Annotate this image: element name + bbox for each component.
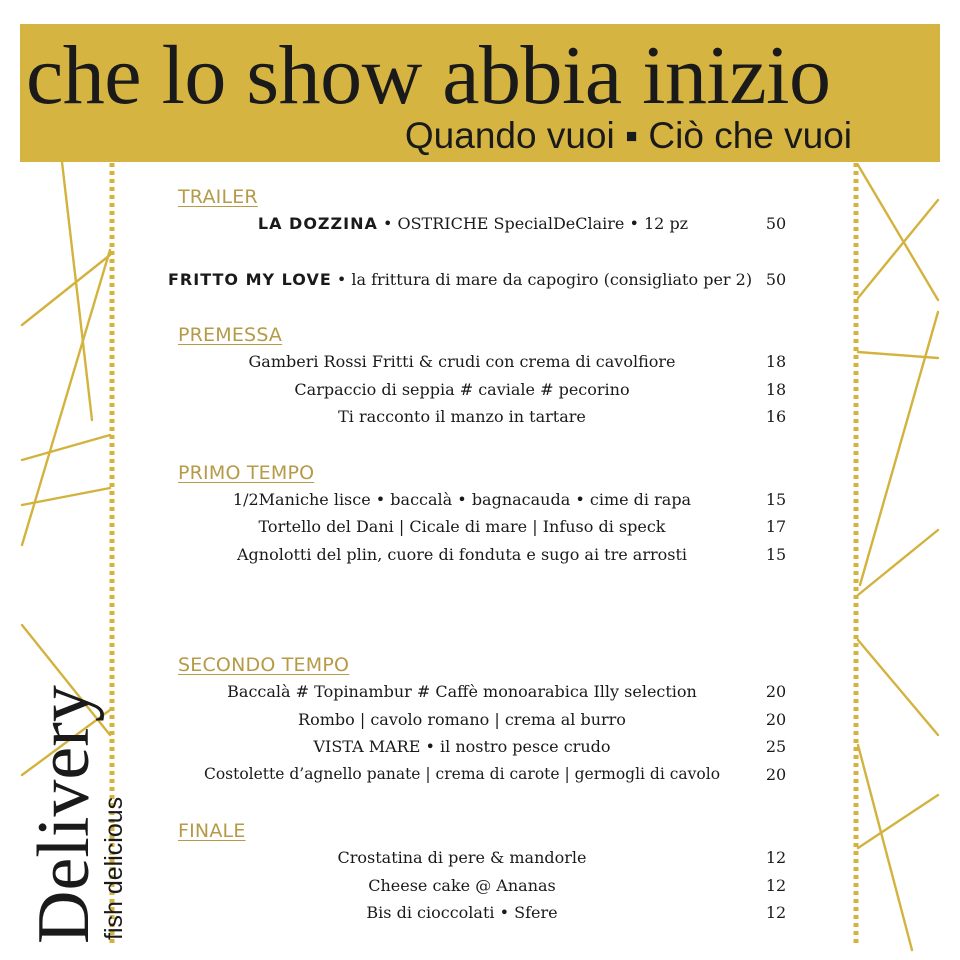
item-description: Agnolotti del plin, cuore di fonduta e sugo ai tre arrosti bbox=[236, 544, 688, 564]
item-price: 16 bbox=[765, 407, 787, 426]
item-description: Crostatina di pere & mandorle bbox=[337, 848, 587, 867]
section-title: PRIMO TEMPO bbox=[178, 461, 315, 484]
item-price: 50 bbox=[765, 214, 787, 233]
menu-item bbox=[168, 486, 798, 514]
section-trailer bbox=[168, 184, 798, 293]
item-detail: • OSTRICHE SpecialDeClaire • 12 pz bbox=[377, 214, 689, 233]
item-price: 12 bbox=[765, 848, 787, 867]
section-secondo-tempo bbox=[168, 652, 798, 788]
menu-item bbox=[168, 872, 798, 900]
brand-word: Delivery bbox=[23, 685, 105, 944]
item-detail: • la frittura di mare da capogiro (consigliato per 2) bbox=[331, 269, 753, 289]
item-description: Bis di cioccolati • Sfere bbox=[366, 903, 558, 922]
header-banner bbox=[20, 24, 940, 162]
section-finale bbox=[168, 818, 798, 927]
item-price: 25 bbox=[765, 737, 787, 756]
item-description bbox=[168, 266, 756, 294]
item-price: 18 bbox=[765, 352, 787, 371]
item-description: Costolette d’agnello panate | crema di carote | germogli di cavolo bbox=[203, 764, 721, 783]
item-description: Rombo | cavolo romano | crema al burro bbox=[298, 709, 626, 729]
section-primo-tempo bbox=[168, 460, 798, 569]
menu-item bbox=[168, 844, 798, 872]
brand-tagline: fish delicious bbox=[100, 796, 128, 940]
item-description: Cheese cake @ Ananas bbox=[368, 875, 556, 895]
menu-item bbox=[168, 348, 798, 376]
section-title: SECONDO TEMPO bbox=[178, 654, 350, 676]
menu-item bbox=[168, 210, 798, 238]
section-title: TRAILER bbox=[178, 186, 258, 208]
item-price: 15 bbox=[765, 544, 787, 564]
page-title: che lo show abbia inizio bbox=[26, 29, 831, 122]
menu-item bbox=[168, 403, 798, 431]
item-price: 50 bbox=[765, 269, 787, 289]
item-description: Baccalà # Topinambur # Caffè monoarabica Illy selection bbox=[227, 682, 697, 701]
menu-item bbox=[168, 761, 798, 789]
item-highlight: LA DOZZINA bbox=[257, 214, 378, 233]
section-title: PREMESSA bbox=[178, 324, 283, 346]
item-description bbox=[188, 210, 758, 238]
menu-item bbox=[168, 541, 798, 569]
item-price: 20 bbox=[765, 682, 787, 701]
item-price: 20 bbox=[765, 709, 787, 729]
page-subtitle: Quando vuoi ▪ Ciò che vuoi bbox=[404, 115, 852, 156]
item-description: 1/2Maniche lisce • baccalà • bagnacauda • cime di rapa bbox=[232, 489, 692, 509]
menu-item bbox=[168, 899, 798, 927]
item-price: 18 bbox=[765, 379, 787, 399]
brand-logo bbox=[23, 685, 146, 944]
item-description: Ti racconto il manzo in tartare bbox=[338, 407, 586, 426]
item-price: 20 bbox=[765, 764, 787, 784]
item-highlight: FRITTO MY LOVE bbox=[168, 269, 332, 289]
item-description: Gamberi Rossi Fritti & crudi con crema di cavolfiore bbox=[248, 352, 676, 371]
item-description: Carpaccio di seppia # caviale # pecorino bbox=[294, 379, 630, 399]
item-description: Tortello del Dani | Cicale di mare | Infuso di speck bbox=[258, 517, 666, 536]
item-price: 12 bbox=[765, 875, 787, 895]
item-price: 12 bbox=[765, 903, 787, 922]
section-premessa bbox=[168, 322, 798, 431]
item-price: 15 bbox=[765, 489, 787, 509]
section-title: FINALE bbox=[178, 820, 246, 842]
item-description: VISTA MARE • il nostro pesce crudo bbox=[313, 737, 611, 756]
menu-item bbox=[168, 706, 798, 734]
menu-item bbox=[168, 678, 798, 706]
menu-item bbox=[168, 733, 798, 761]
item-price: 17 bbox=[765, 517, 787, 536]
menu-item bbox=[168, 376, 798, 404]
menu-item bbox=[168, 513, 798, 541]
menu-list bbox=[168, 184, 798, 927]
menu-item bbox=[168, 266, 798, 294]
